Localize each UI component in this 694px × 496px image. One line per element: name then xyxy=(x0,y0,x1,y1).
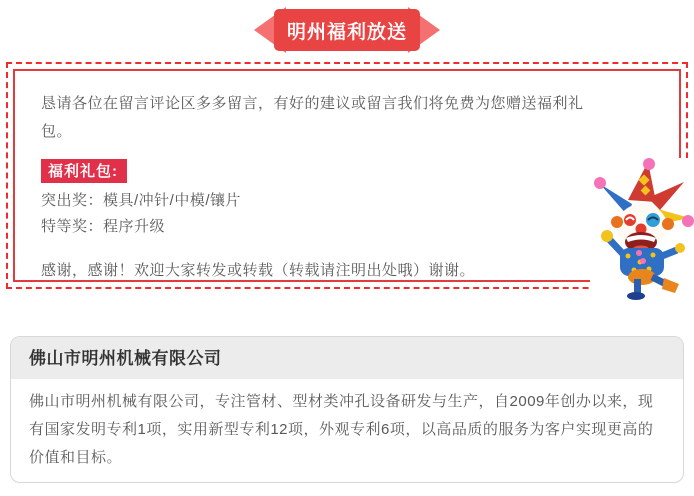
ribbon-banner xyxy=(254,7,440,54)
notice-dashed-box xyxy=(6,62,688,289)
notice-intro-text: 恳请各位在留言评论区多多留言，有好的建议或留言我们将免费为您赠送福利礼包。 xyxy=(41,95,584,140)
banner-section xyxy=(0,0,694,54)
jester-clown-icon xyxy=(590,158,694,300)
prize-line-special: 特等奖：程序升级 xyxy=(41,218,166,235)
prize-badge: 福利礼包: xyxy=(41,159,127,183)
company-title: 佛山市明州机械有限公司 xyxy=(11,337,683,379)
banner-title: 明州福利放送 xyxy=(286,21,407,43)
notice-thanks-text: 感谢，感谢！欢迎大家转发或转载（转载请注明出处哦）谢谢。 xyxy=(41,262,476,279)
company-description: 佛山市明州机械有限公司，专注管材、型材类冲孔设备研发与生产，自2009年创办以来，现有国家发明专利1项，实用新型专利12项，外观专利6项，以高品质的服务为客户实现更高的价值和目标。 xyxy=(29,393,654,466)
company-card xyxy=(10,336,684,483)
prize-line-outstanding: 突出奖：模具/冲针/中模/镶片 xyxy=(41,192,242,209)
notice-inner-box xyxy=(13,69,681,282)
